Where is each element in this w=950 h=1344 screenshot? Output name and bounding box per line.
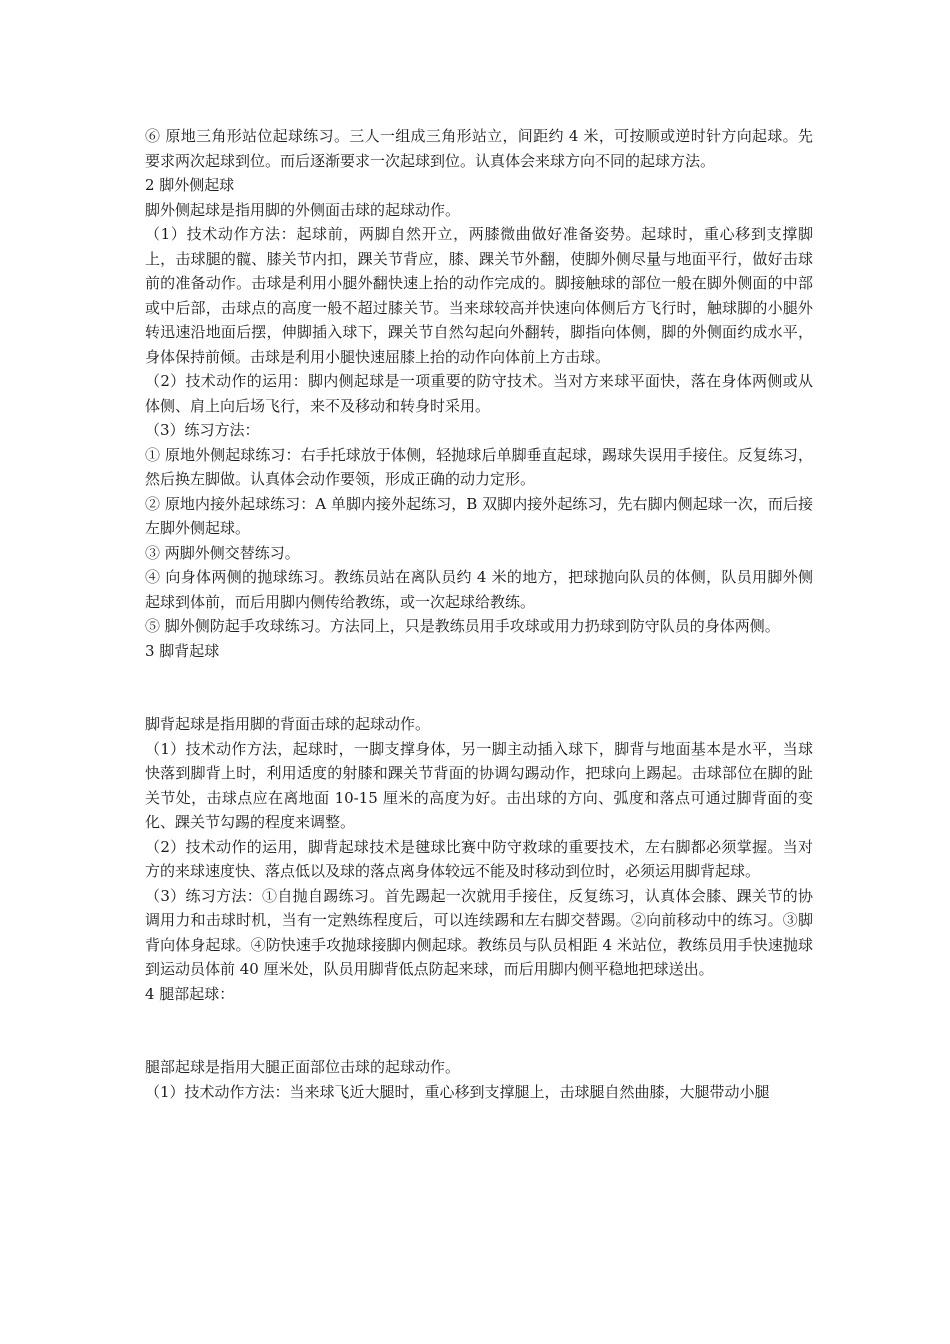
- paragraph-definition-3: 脚背起球是指用脚的背面击球的起球动作。: [145, 715, 431, 733]
- section-heading-4: 4 腿部起球：: [145, 984, 235, 1003]
- paragraph-technique-method-2: （1）技术动作方法：起球前，两脚自然开立，两膝微曲做好准备姿势。起球时，重心移到支撑脚上，击球腿的髋、膝关节内扣，踝关节背应，膝、踝关节外翻，使脚外侧尽量与地面平行，做好击球前的准备动作。击球是利用小腿外翻快速上抬的动作完成的。脚接触球的部位一般在脚外侧面的中部或中后部，击球点的高度一般不超过膝关节。当来球较高并快速向体侧后方飞行时，触球脚的小腿外转迅速沿地面后摆，伸脚插入球下，踝关节自然勾起向外翻转，脚指向体侧，脚的外侧面约成水平，身体保持前倾。击球是利用小腿快速屈膝上抬的动作向体前上方击球。: [145, 225, 813, 366]
- document-body: [145, 124, 813, 1104]
- paragraph-definition-2: 脚外侧起球是指用脚的外侧面击球的起球动作。: [145, 200, 461, 219]
- paragraph-drill-2-4: ④ 向身体两侧的抛球练习。教练员站在离队员约 4 米的地方，把球抛向队员的体侧，队员用脚外侧起球到体前，而后用脚内侧传给教练，或一次起球给教练。: [145, 568, 813, 611]
- section-heading-2: 2 脚外侧起球: [145, 176, 235, 194]
- paragraph-drill-2-3: ③ 两脚外侧交替练习。: [145, 543, 300, 562]
- section-heading-3: 3 脚背起球: [145, 641, 220, 660]
- blank-gap: [145, 1006, 813, 1055]
- blank-gap: [145, 663, 813, 712]
- paragraph-technique-method-3: （1）技术动作方法，起球时，一脚支撑身体，另一脚主动插入球下，脚背与地面基本是水平，当球快落到脚背上时，利用适度的射膝和踝关节背面的协调勾踢动作，把球向上踢起。击球部位在脚的趾关节处，击球点应在离地面 10-15 厘米的高度为好。击出球的方向、弧度和落点可通过脚背面的变化、踝关节勾踢的程度来调整。: [145, 739, 813, 831]
- paragraph-technique-method-4: （1）技术动作方法：当来球飞近大腿时，重心移到支撑腿上，击球腿自然曲膝，大腿带动小腿: [145, 1082, 770, 1101]
- paragraph-drill-2-2: ② 原地内接外起球练习：A 单脚内接外起练习，B 双脚内接外起练习，先右脚内侧起球一次，而后接左脚外侧起球。: [145, 494, 813, 537]
- paragraph-drill-6: ⑥ 原地三角形站位起球练习。三人一组成三角形站立，间距约 4 米，可按顺或逆时针方向起球。先要求两次起球到位。而后逐渐要求一次起球到位。认真体会来球方向不同的起球方法。: [145, 127, 813, 170]
- paragraph-drill-2-1: ① 原地外侧起球练习：右手托球放于体侧，轻抛球后单脚垂直起球，踢球失误用手接住。反复练习，然后换左脚做。认真体会动作要领，形成正确的动力定形。: [145, 445, 813, 488]
- paragraph-definition-4: 腿部起球是指用大腿正面部位击球的起球动作。: [145, 1058, 461, 1076]
- paragraph-practice-3: （3）练习方法：①自抛自踢练习。首先踢起一次就用手接住，反复练习，认真体会膝、踝关节的协调用力和击球时机，当有一定熟练程度后，可以连续踢和左右脚交替踢。②向前移动中的练习。③脚背向体身起球。④防快速手攻抛球接脚内侧起球。教练员与队员相距 4 米站位，教练员用手快速抛球到运动员体前 40 厘米处，队员用脚背低点防起来球，而后用脚内侧平稳地把球送出。: [145, 886, 813, 978]
- paragraph-technique-use-3: （2）技术动作的运用，脚背起球技术是毽球比赛中防守救球的重要技术，左右脚都必须掌握。当对方的来球速度快、落点低以及球的落点离身体较远不能及时移动到位时，必须运用脚背起球。: [145, 837, 813, 880]
- paragraph-drill-2-5: ⑤ 脚外侧防起手攻球练习。方法同上，只是教练员用手攻球或用力扔球到防守队员的身体两侧。: [145, 617, 780, 635]
- paragraph-technique-use-2: （2）技术动作的运用：脚内侧起球是一项重要的防守技术。当对方来球平面快，落在身体两侧或从体侧、肩上向后场飞行，来不及移动和转身时采用。: [145, 372, 813, 415]
- paragraph-practice-heading-2: （3）练习方法：: [145, 421, 260, 439]
